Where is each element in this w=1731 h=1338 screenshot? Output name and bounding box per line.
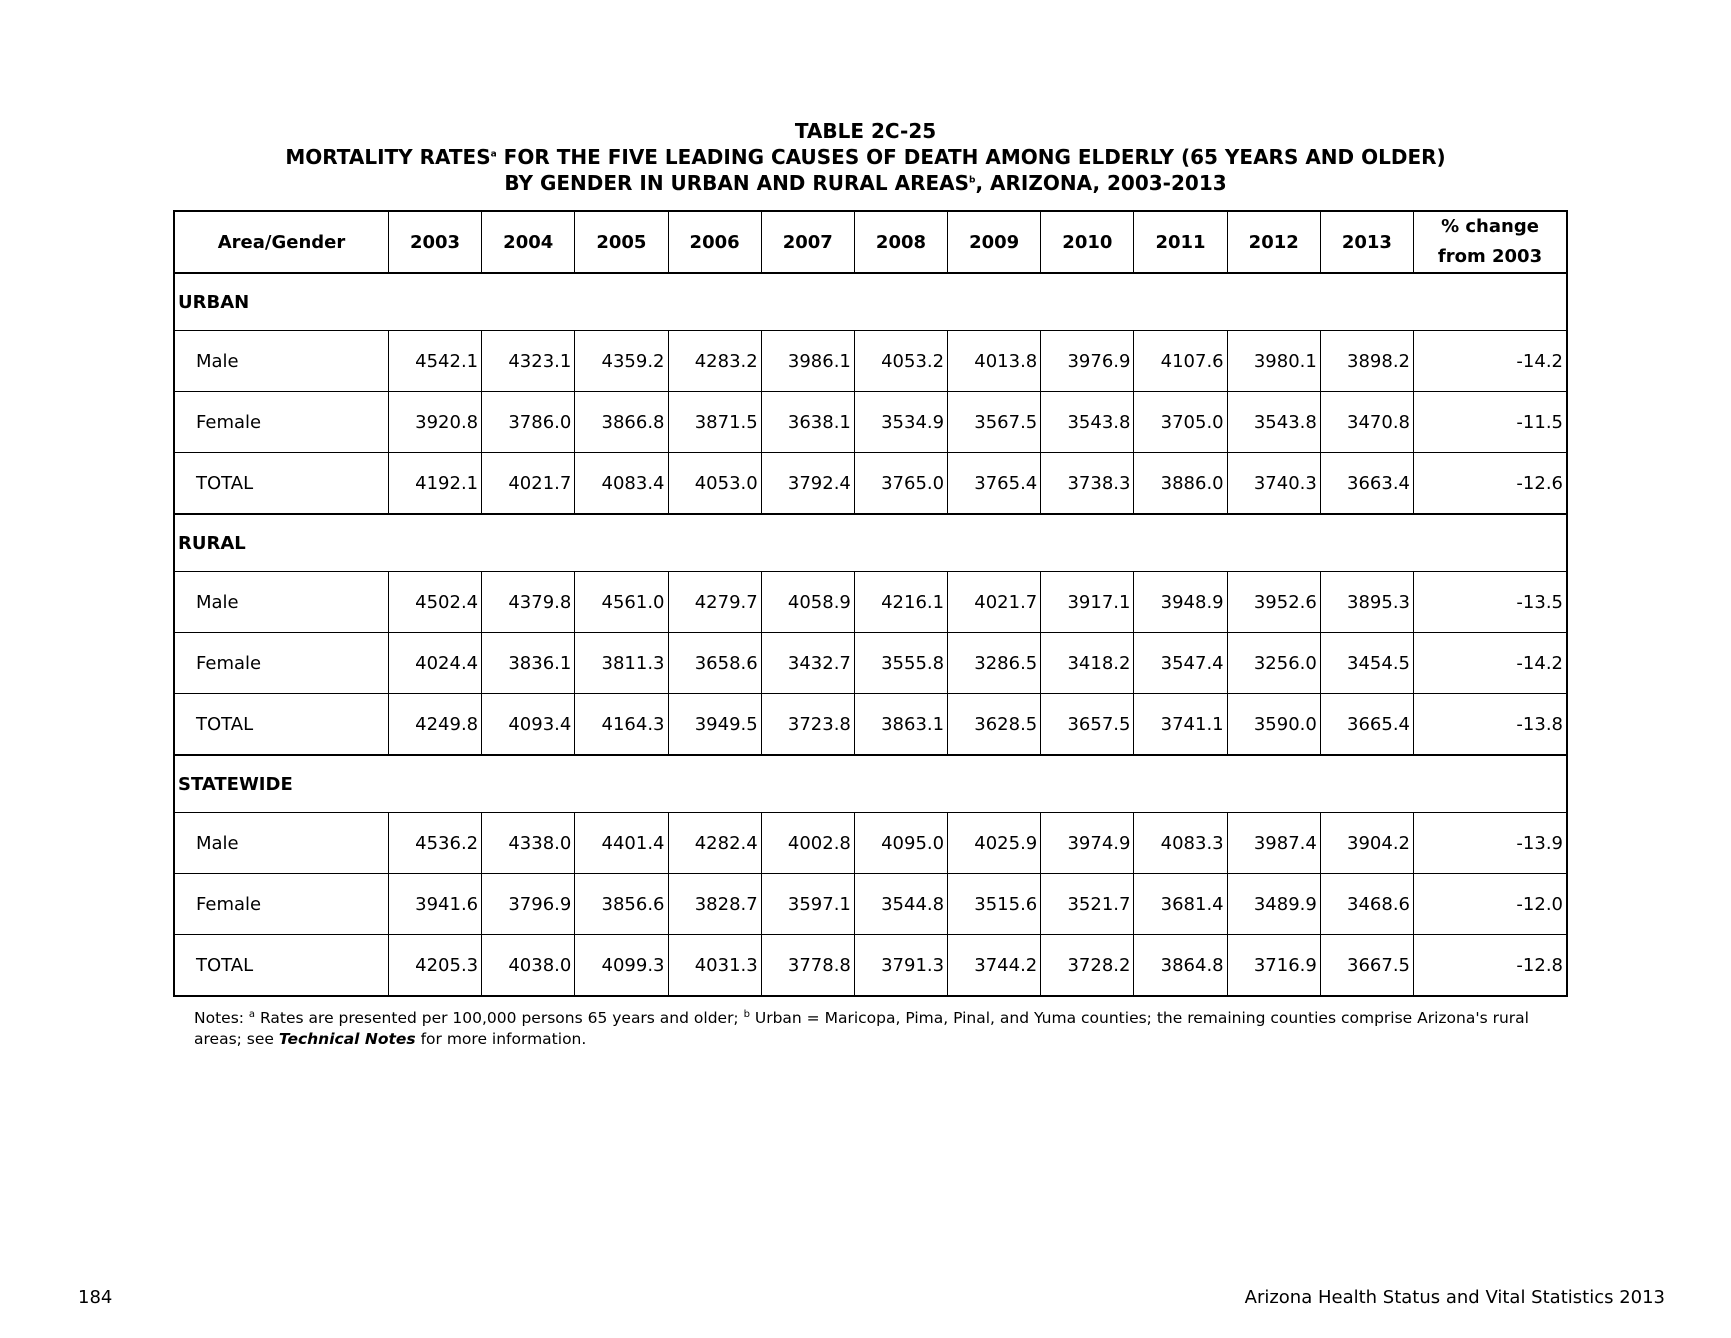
- rate-cell: 4282.4: [668, 813, 761, 874]
- rate-cell: 4107.6: [1134, 331, 1227, 392]
- footnote-marker: a: [490, 149, 497, 160]
- table-row: [174, 935, 1567, 997]
- rate-cell: 3256.0: [1227, 633, 1320, 694]
- rate-cell: 4053.2: [854, 331, 947, 392]
- rate-cell: 3628.5: [948, 694, 1041, 756]
- rate-cell: 4359.2: [575, 331, 668, 392]
- rate-cell: 3898.2: [1320, 331, 1413, 392]
- column-header-pct-change: [1414, 211, 1567, 273]
- row-label: Male: [174, 572, 388, 633]
- table-title-line-1: [0, 144, 1731, 170]
- rate-cell: 4099.3: [575, 935, 668, 997]
- title-text: BY GENDER IN URBAN AND RURAL AREAS: [504, 171, 970, 195]
- rate-cell: 3856.6: [575, 874, 668, 935]
- rate-cell: 4192.1: [388, 453, 481, 515]
- rate-cell: 4083.3: [1134, 813, 1227, 874]
- rate-cell: 3544.8: [854, 874, 947, 935]
- technical-notes-reference: Technical Notes: [278, 1030, 416, 1049]
- rate-cell: 4013.8: [948, 331, 1041, 392]
- rate-cell: 3738.3: [1041, 453, 1134, 515]
- rate-cell: 4002.8: [761, 813, 854, 874]
- table-row: [174, 392, 1567, 453]
- section-label: STATEWIDE: [174, 755, 1567, 813]
- rate-cell: 3286.5: [948, 633, 1041, 694]
- section-label: URBAN: [174, 273, 1567, 331]
- rate-cell: 4164.3: [575, 694, 668, 756]
- rate-cell: 3980.1: [1227, 331, 1320, 392]
- rate-cell: 3886.0: [1134, 453, 1227, 515]
- title-text: FOR THE FIVE LEADING CAUSES OF DEATH AMONG ELDERLY (65 YEARS AND OLDER): [496, 145, 1446, 169]
- pct-change-cell: -14.2: [1414, 633, 1567, 694]
- rate-cell: 3468.6: [1320, 874, 1413, 935]
- rate-cell: 3489.9: [1227, 874, 1320, 935]
- rate-cell: 3665.4: [1320, 694, 1413, 756]
- rate-cell: 3792.4: [761, 453, 854, 515]
- rate-cell: 3716.9: [1227, 935, 1320, 997]
- pct-change-cell: -12.8: [1414, 935, 1567, 997]
- title-text: , ARIZONA, 2003-2013: [975, 171, 1227, 195]
- publication-title: Arizona Health Status and Vital Statistics 2013: [1244, 1287, 1665, 1308]
- row-label: TOTAL: [174, 453, 388, 515]
- rate-cell: 3811.3: [575, 633, 668, 694]
- column-header-year: 2013: [1320, 211, 1413, 273]
- rate-cell: 3895.3: [1320, 572, 1413, 633]
- rate-cell: 4379.8: [482, 572, 575, 633]
- rate-cell: 3555.8: [854, 633, 947, 694]
- rate-cell: 3590.0: [1227, 694, 1320, 756]
- rate-cell: 3987.4: [1227, 813, 1320, 874]
- table-row: [174, 453, 1567, 515]
- notes-prefix: Notes:: [194, 1009, 249, 1028]
- rate-cell: 3454.5: [1320, 633, 1413, 694]
- rate-cell: 4216.1: [854, 572, 947, 633]
- rate-cell: 4561.0: [575, 572, 668, 633]
- table-row: [174, 874, 1567, 935]
- table-row: [174, 633, 1567, 694]
- rate-cell: 4025.9: [948, 813, 1041, 874]
- pct-change-cell: -12.0: [1414, 874, 1567, 935]
- rate-cell: 3663.4: [1320, 453, 1413, 515]
- rate-cell: 4083.4: [575, 453, 668, 515]
- column-header-year: 2012: [1227, 211, 1320, 273]
- rate-cell: 3866.8: [575, 392, 668, 453]
- rate-cell: 3765.0: [854, 453, 947, 515]
- rate-cell: 3728.2: [1041, 935, 1134, 997]
- row-label: Female: [174, 874, 388, 935]
- mortality-rates-table: [173, 210, 1568, 997]
- column-header-year: 2003: [388, 211, 481, 273]
- rate-cell: 3658.6: [668, 633, 761, 694]
- note-a-text: Rates are presented per 100,000 persons 65 years and older;: [255, 1009, 744, 1028]
- rate-cell: 3681.4: [1134, 874, 1227, 935]
- rate-cell: 3791.3: [854, 935, 947, 997]
- rate-cell: 4279.7: [668, 572, 761, 633]
- rate-cell: 4323.1: [482, 331, 575, 392]
- row-label: Male: [174, 331, 388, 392]
- notes-suffix: for more information.: [415, 1030, 587, 1049]
- header-row: [174, 211, 1567, 273]
- pct-change-cell: -13.8: [1414, 694, 1567, 756]
- rate-cell: 3657.5: [1041, 694, 1134, 756]
- rate-cell: 3778.8: [761, 935, 854, 997]
- rate-cell: 4038.0: [482, 935, 575, 997]
- rate-cell: 4401.4: [575, 813, 668, 874]
- table-row: [174, 813, 1567, 874]
- rate-cell: 3871.5: [668, 392, 761, 453]
- column-header-year: 2009: [948, 211, 1041, 273]
- rate-cell: 4093.4: [482, 694, 575, 756]
- section-row: [174, 755, 1567, 813]
- rate-cell: 3864.8: [1134, 935, 1227, 997]
- row-label: Female: [174, 633, 388, 694]
- rate-cell: 4249.8: [388, 694, 481, 756]
- column-header-year: 2005: [575, 211, 668, 273]
- rate-cell: 3534.9: [854, 392, 947, 453]
- rate-cell: 3976.9: [1041, 331, 1134, 392]
- table-title-block: [0, 118, 1731, 196]
- rate-cell: 4021.7: [948, 572, 1041, 633]
- rate-cell: 4095.0: [854, 813, 947, 874]
- pct-header-line-1: % change: [1441, 216, 1539, 237]
- rate-cell: 3521.7: [1041, 874, 1134, 935]
- rate-cell: 3786.0: [482, 392, 575, 453]
- rate-cell: 3667.5: [1320, 935, 1413, 997]
- page-number: 184: [78, 1287, 113, 1308]
- title-text: MORTALITY RATES: [285, 145, 491, 169]
- pct-change-cell: -13.5: [1414, 572, 1567, 633]
- rate-cell: 3723.8: [761, 694, 854, 756]
- pct-header-line-2: from 2003: [1437, 246, 1543, 267]
- pct-change-cell: -12.6: [1414, 453, 1567, 515]
- rate-cell: 3470.8: [1320, 392, 1413, 453]
- footnote-marker: b: [743, 1009, 750, 1020]
- rate-cell: 3744.2: [948, 935, 1041, 997]
- rate-cell: 3986.1: [761, 331, 854, 392]
- rate-cell: 3948.9: [1134, 572, 1227, 633]
- pct-change-cell: -11.5: [1414, 392, 1567, 453]
- rate-cell: 3597.1: [761, 874, 854, 935]
- rate-cell: 4338.0: [482, 813, 575, 874]
- pct-change-cell: -14.2: [1414, 331, 1567, 392]
- rate-cell: 4024.4: [388, 633, 481, 694]
- table-row: [174, 331, 1567, 392]
- rate-cell: 4021.7: [482, 453, 575, 515]
- rate-cell: 3974.9: [1041, 813, 1134, 874]
- column-header-year: 2010: [1041, 211, 1134, 273]
- rate-cell: 3828.7: [668, 874, 761, 935]
- note-b-text: Urban = Maricopa, Pima, Pinal, and Yuma counties; the remaining counties comprise Arizona's rural areas; see: [194, 1009, 1529, 1049]
- rate-cell: 4283.2: [668, 331, 761, 392]
- section-row: [174, 273, 1567, 331]
- rate-cell: 3638.1: [761, 392, 854, 453]
- column-header-year: 2006: [668, 211, 761, 273]
- rate-cell: 3547.4: [1134, 633, 1227, 694]
- rate-cell: 3543.8: [1041, 392, 1134, 453]
- rate-cell: 4058.9: [761, 572, 854, 633]
- rate-cell: 4536.2: [388, 813, 481, 874]
- row-label: Male: [174, 813, 388, 874]
- rate-cell: 4205.3: [388, 935, 481, 997]
- table-title-line-2: [0, 170, 1731, 196]
- table-notes: [194, 1004, 1564, 1050]
- section-row: [174, 514, 1567, 572]
- footnote-marker: a: [248, 1009, 256, 1020]
- column-header-area: Area/Gender: [174, 211, 388, 273]
- rate-cell: 3567.5: [948, 392, 1041, 453]
- rate-cell: 3741.1: [1134, 694, 1227, 756]
- rate-cell: 4542.1: [388, 331, 481, 392]
- rate-cell: 3920.8: [388, 392, 481, 453]
- rate-cell: 3917.1: [1041, 572, 1134, 633]
- rate-cell: 3543.8: [1227, 392, 1320, 453]
- rate-cell: 3904.2: [1320, 813, 1413, 874]
- table-row: [174, 572, 1567, 633]
- column-header-year: 2004: [482, 211, 575, 273]
- rate-cell: 3418.2: [1041, 633, 1134, 694]
- rate-cell: 4031.3: [668, 935, 761, 997]
- rate-cell: 3863.1: [854, 694, 947, 756]
- rate-cell: 3949.5: [668, 694, 761, 756]
- column-header-year: 2011: [1134, 211, 1227, 273]
- rate-cell: 3432.7: [761, 633, 854, 694]
- table-row: [174, 694, 1567, 756]
- rate-cell: 3796.9: [482, 874, 575, 935]
- column-header-year: 2007: [761, 211, 854, 273]
- pct-change-cell: -13.9: [1414, 813, 1567, 874]
- table-body: [174, 273, 1567, 996]
- section-label: RURAL: [174, 514, 1567, 572]
- row-label: TOTAL: [174, 694, 388, 756]
- rate-cell: 3740.3: [1227, 453, 1320, 515]
- rate-cell: 3705.0: [1134, 392, 1227, 453]
- row-label: Female: [174, 392, 388, 453]
- footnote-marker: b: [969, 175, 976, 186]
- column-header-year: 2008: [854, 211, 947, 273]
- rate-cell: 3941.6: [388, 874, 481, 935]
- rate-cell: 3836.1: [482, 633, 575, 694]
- rate-cell: 3952.6: [1227, 572, 1320, 633]
- row-label: TOTAL: [174, 935, 388, 997]
- rate-cell: 4053.0: [668, 453, 761, 515]
- table-number: TABLE 2C-25: [794, 119, 937, 143]
- rate-cell: 4502.4: [388, 572, 481, 633]
- rate-cell: 3515.6: [948, 874, 1041, 935]
- rate-cell: 3765.4: [948, 453, 1041, 515]
